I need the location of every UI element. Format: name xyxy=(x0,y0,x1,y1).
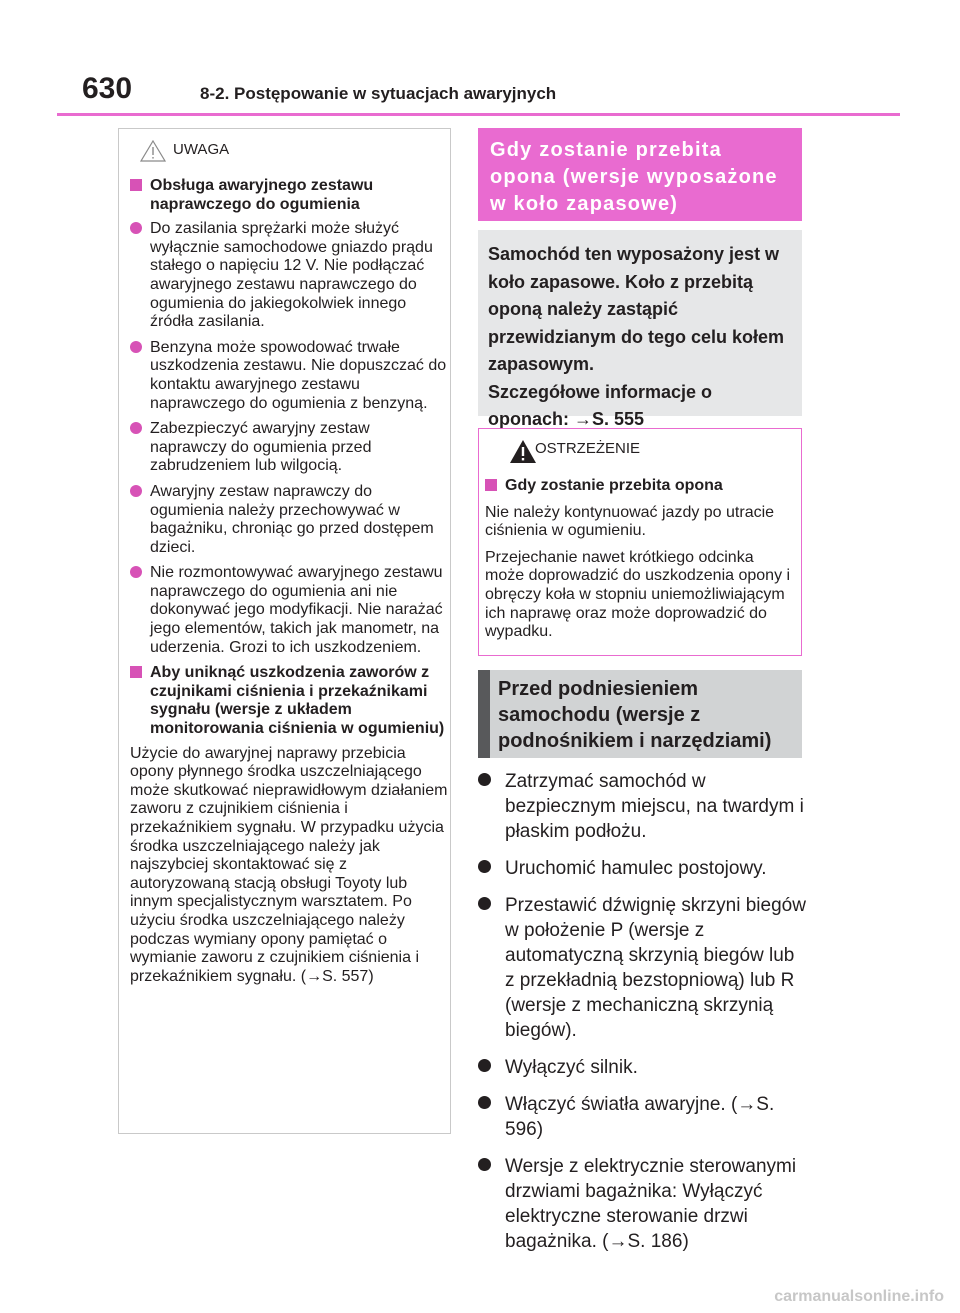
ostrzezenie-content xyxy=(485,477,795,650)
dot-bullet-icon xyxy=(478,773,491,786)
uwaga-box xyxy=(118,128,451,1134)
ostrzezenie-box xyxy=(478,428,802,656)
list-item-text: Zatrzymać samochód w bezpiecznym miejscu, na twardym i płaskim podłożu. xyxy=(505,771,804,842)
list-item-text: Wyłączyć silnik. xyxy=(505,1057,638,1078)
lifting-steps-list xyxy=(478,769,808,1266)
uwaga-bullet-text: Zabezpieczyć awaryjny zestaw naprawczy do ogumienia przed zabrudzeniem lub wilgocią. xyxy=(150,420,372,475)
dot-bullet-icon xyxy=(478,1096,491,1109)
uwaga-paragraph: Użycie do awaryjnej naprawy przebicia opony płynnego środka uszczelniającego może skutkować nieprawidłowym działaniem zaworu z czujnikiem ciśnienia i przekaźnikiem sygnału. W przypadku użycia środka uszczelniającego należy jak najszybciej skontaktować się z autoryzowaną stacją obsługi Toyoty lub innym specjalistycznym warsztatem. Po użyciu środka uszczelniającego należy podczas wymiany opony pamiętać o wymianie zaworu z czujnikiem ciśnienia i przekaźnikiem sygnału. (→S. 557) xyxy=(130,744,448,985)
section-heading-spare-wheel: Gdy zostanie przebita opona (wersje wyposażone w koło zapasowe) xyxy=(478,128,802,221)
uwaga-bullet xyxy=(130,420,448,476)
dot-bullet-icon xyxy=(478,860,491,873)
list-item xyxy=(478,1092,808,1142)
list-item xyxy=(478,1055,808,1080)
ostrzezenie-para-2: Przejechanie nawet krótkiego odcinka może doprowadzić do uszkodzenia opony i obręczy koła w stopniu uniemożliwiającym ich naprawę oraz może doprowadzić do wypadku. xyxy=(485,548,791,641)
uwaga-bullet-text: Awaryjny zestaw naprawczy do ogumienia należy przechowywać w bagażniku, chroniąc go przed dostępem dzieci. xyxy=(150,482,434,556)
uwaga-heading-2-text: Aby uniknąć uszkodzenia zaworów z czujnikami ciśnienia i przekaźnikami sygnału (wersje z układem monitorowania ciśnienia w ogumieniu) xyxy=(150,664,445,738)
ostrzezenie-heading xyxy=(485,477,795,496)
uwaga-heading-2 xyxy=(130,664,448,738)
uwaga-bullet xyxy=(130,483,448,557)
list-item-text: Przestawić dźwignię skrzyni biegów w położenie P (wersje z automatyczną skrzynią biegów lub z przekładnią bezstopniową) lub R (wersje z mechaniczną skrzynią biegów). xyxy=(505,895,806,1041)
dot-bullet-icon xyxy=(130,341,142,353)
dot-bullet-icon xyxy=(478,897,491,910)
dot-bullet-icon xyxy=(130,222,142,234)
uwaga-heading-1 xyxy=(130,177,448,214)
square-bullet-icon xyxy=(485,479,497,491)
warning-triangle-icon xyxy=(509,439,537,464)
dot-bullet-icon xyxy=(130,422,142,434)
spare-wheel-details: Szczegółowe informacje o oponach: →S. 555 xyxy=(488,381,713,429)
dot-bullet-icon xyxy=(478,1059,491,1072)
ostrzezenie-title: OSTRZEŻENIE xyxy=(535,440,641,457)
list-item xyxy=(478,1154,808,1254)
uwaga-bullet-text: Do zasilania sprężarki może służyć wyłącznie samochodowe gniazdo prądu stałego o napięciu 12 V. Nie podłączać awaryjnego zestawu naprawczego do ogumienia do jakiegokolwiek innego źródła zasilania. xyxy=(150,220,433,331)
section-heading-before-lifting: Przed podniesieniem samochodu (wersje z podnośnikiem i narzędziami) xyxy=(478,670,802,758)
page-number: 630 xyxy=(82,72,133,105)
square-bullet-icon xyxy=(130,179,142,191)
spare-wheel-intro: Samochód ten wyposażony jest w koło zapasowe. Koło z przebitą oponą należy zastąpić przewidzianym do tego celu kołem zapasowym. xyxy=(488,244,785,374)
ostrzezenie-heading-text: Gdy zostanie przebita opona xyxy=(505,477,723,494)
header-rule xyxy=(57,113,900,116)
uwaga-bullet xyxy=(130,564,448,657)
list-item-text: Wersje z elektrycznie sterowanymi drzwiami bagażnika: Wyłączyć elektryczne sterowanie drzwi bagażnika. (→S. 186) xyxy=(505,1156,797,1252)
list-item-text: Włączyć światła awaryjne. (→S. 596) xyxy=(505,1094,775,1140)
list-item-text: Uruchomić hamulec postojowy. xyxy=(505,858,767,879)
ostrzezenie-para-1: Nie należy kontynuować jazdy po utracie ciśnienia w ogumieniu. xyxy=(485,503,775,540)
uwaga-bullet xyxy=(130,339,448,413)
list-item xyxy=(478,856,808,881)
uwaga-bullet xyxy=(130,220,448,332)
dot-bullet-icon xyxy=(130,566,142,578)
list-item xyxy=(478,893,808,1043)
section-title: 8-2. Postępowanie w sytuacjach awaryjnych xyxy=(200,84,557,103)
dot-bullet-icon xyxy=(478,1158,491,1171)
uwaga-bullet-text: Benzyna może spowodować trwałe uszkodzenia zestawu. Nie dopuszczać do kontaktu awaryjnego zestawu naprawczego do ogumienia z benzyną. xyxy=(150,338,447,412)
list-item xyxy=(478,769,808,844)
uwaga-title: UWAGA xyxy=(173,141,230,158)
dot-bullet-icon xyxy=(130,485,142,497)
uwaga-content xyxy=(130,177,448,986)
watermark: carmanualsonline.info xyxy=(774,1288,944,1305)
spare-wheel-info-box xyxy=(478,230,802,429)
caution-triangle-icon xyxy=(140,140,166,162)
uwaga-bullet-text: Nie rozmontowywać awaryjnego zestawu naprawczego do ogumienia ani nie dokonywać jego modyfikacji. Nie narażać jego elementów, takich jak manometr, na uderzenia. Grozi to ich uszkodzeniem. xyxy=(150,564,443,656)
uwaga-heading-1-text: Obsługa awaryjnego zestawu naprawczego do ogumienia xyxy=(150,177,374,213)
square-bullet-icon xyxy=(130,666,142,678)
